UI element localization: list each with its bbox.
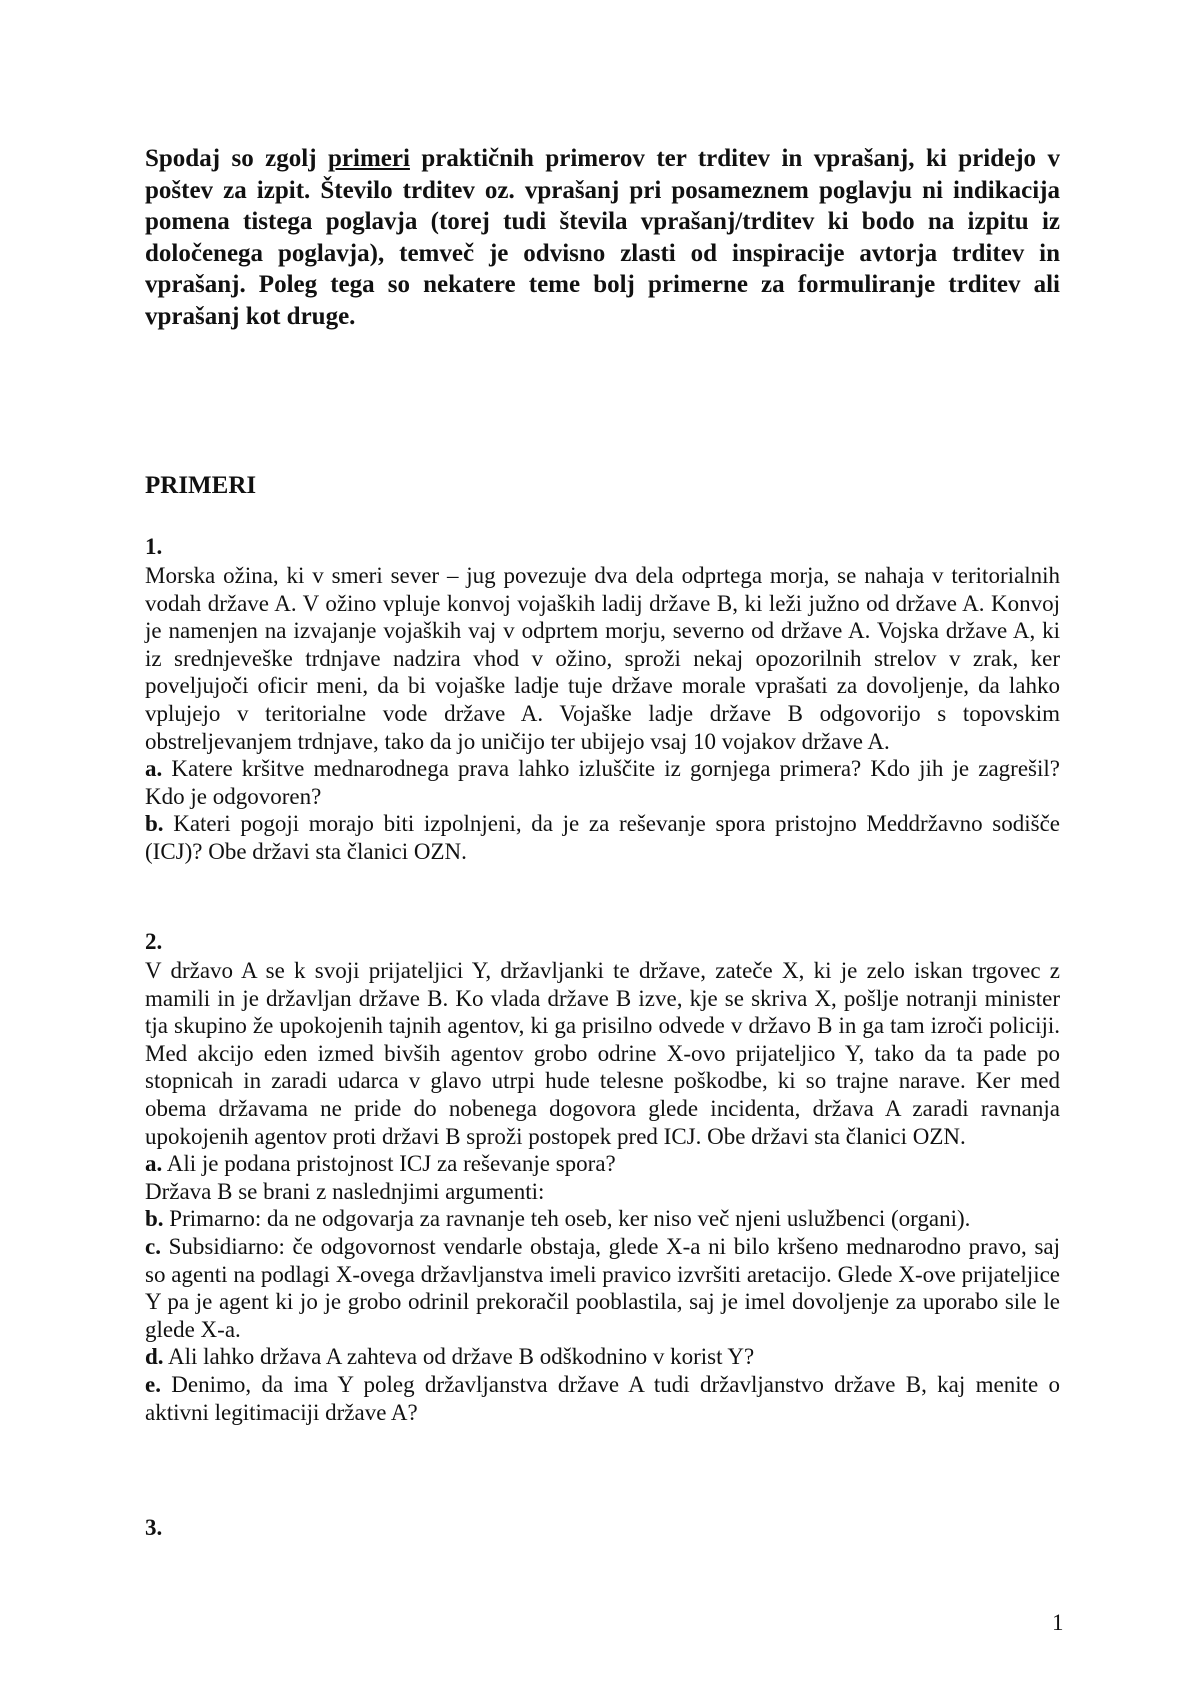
case-2-text: V državo A se k svoji prijateljici Y, državljanki te države, zateče X, ki je zelo iskan trgovec z mamili in je državljan države B. Ko vlada države B izve, kje se skriva X, pošlje notranji minister tja skupino že upokojenih tajnih agentov, ki ga prisilno odvede v državo B in ga tam izroči policiji. Med akcijo eden izmed bivših agentov grobo odrine X-ovo prijateljico Y, tako da ta pade po stopnicah in zaradi udarca v glavo utrpi hude telesne poškodbe, ki so trajne narave. Ker med obema državama ne pride do nobenega dogovora glede incidenta, država A zaradi ravnanja upokojenih agentov proti državi B sproži postopek pred ICJ. Obe državi sta članici OZN. bbox=[145, 958, 1060, 1149]
case-2-number: 2. bbox=[145, 929, 163, 954]
intro-after: praktičnih primerov ter trditev in vprašanj, ki pridejo v poštev za izpit. Število trditev oz. vprašanj pri posameznem poglavju ni indikacija pomena tistega poglavja (torej tudi števila vprašanj/trditev ki bodo na izpitu iz določenega poglavja), temveč je odvisno zlasti od inspiracije avtorja trditev in vprašanj. Poleg tega so nekatere teme bolj primerne za formuliranje trditev ali vprašanj kot druge. bbox=[145, 145, 1060, 330]
case-2-question-d-text: Ali lahko država A zahteva od države B odškodnino v korist Y? bbox=[163, 1344, 755, 1370]
case-2-question-a bbox=[145, 1150, 1060, 1178]
case-2-question-e bbox=[145, 1371, 1060, 1426]
case-2-body bbox=[145, 957, 1060, 1426]
case-2-question-c-text: Subsidiarno: če odgovornost vendarle obstaja, glede X-a ni bilo kršeno mednarodno pravo, saj so agenti na podlagi X-ovega državljanstva imeli pravico izvršiti aretacijo. Glede X-ove prijateljice Y pa je agent ki jo je grobo odrinil prekoračil pooblastila, saj je imel dovoljenje za uporabo sile le glede X-a. bbox=[145, 1233, 1060, 1342]
intro-underlined-word: primeri bbox=[328, 145, 410, 172]
case-1-question-a bbox=[145, 755, 1060, 810]
case-2-question-d-label: d. bbox=[145, 1344, 164, 1370]
case-2-question-b-text: Primarno: da ne odgovarja za ravnanje teh oseb, ker niso več njeni uslužbenci (organi). bbox=[163, 1206, 971, 1232]
case-2-question-d bbox=[145, 1343, 1060, 1371]
case-2-question-e-label: e. bbox=[145, 1371, 161, 1397]
page-number: 1 bbox=[1052, 1610, 1064, 1635]
intro-paragraph bbox=[145, 143, 1060, 332]
case-1-question-a-text: Katere kršitve mednarodnega prava lahko izluščite iz gornjega primera? Kdo jih je zagrešil? Kdo je odgovoren? bbox=[145, 756, 1060, 809]
case-2-defense-intro: Država B se brani z naslednjimi argumenti: bbox=[145, 1178, 545, 1204]
case-1-question-b-text: Kateri pogoji morajo biti izpolnjeni, da je za reševanje spora pristojno Meddržavno sodišče (ICJ)? Obe državi sta članici OZN. bbox=[145, 811, 1060, 864]
case-2-question-c-label: c. bbox=[145, 1233, 161, 1259]
case-1-number: 1. bbox=[145, 534, 163, 559]
case-2-question-c bbox=[145, 1233, 1060, 1343]
case-1-question-a-label: a. bbox=[145, 756, 163, 782]
case-2-question-a-text: Ali je podana pristojnost ICJ za reševanje spora? bbox=[162, 1151, 616, 1177]
case-2-question-b bbox=[145, 1205, 1060, 1233]
case-3-number: 3. bbox=[145, 1515, 163, 1540]
case-1-text: Morska ožina, ki v smeri sever – jug povezuje dva dela odprtega morja, se nahaja v teritorialnih vodah države A. V ožino vpluje konvoj vojaških ladij države B, ki leži južno od države A. Konvoj je namenjen na izvajanje vojaških vaj v odprtem morju, severno od države A. Vojska države A, ki iz srednjeveške trdnjave nadzira vhod v ožino, sproži nekaj opozorilnih strelov v zrak, ker poveljujoči oficir meni, da bi vojaške ladje tuje države morale vprašati za dovoljenje, da lahko vplujejo v teritorialne vode države A. Vojaške ladje države B odgovorijo s topovskim obstreljevanjem trdnjave, tako da jo uničijo ter ubijejo vsaj 10 vojakov države A. bbox=[145, 563, 1060, 754]
intro-before: Spodaj so zgolj bbox=[145, 145, 328, 172]
section-heading: PRIMERI bbox=[145, 472, 257, 499]
case-2-question-a-label: a. bbox=[145, 1151, 163, 1177]
case-2-question-b-label: b. bbox=[145, 1206, 164, 1232]
case-1-question-b bbox=[145, 810, 1060, 865]
case-2-question-e-text: Denimo, da ima Y poleg državljanstva države A tudi državljanstvo države B, kaj menite o aktivni legitimaciji države A? bbox=[145, 1371, 1060, 1425]
case-1-body bbox=[145, 562, 1060, 866]
case-1-question-b-label: b. bbox=[145, 811, 164, 837]
